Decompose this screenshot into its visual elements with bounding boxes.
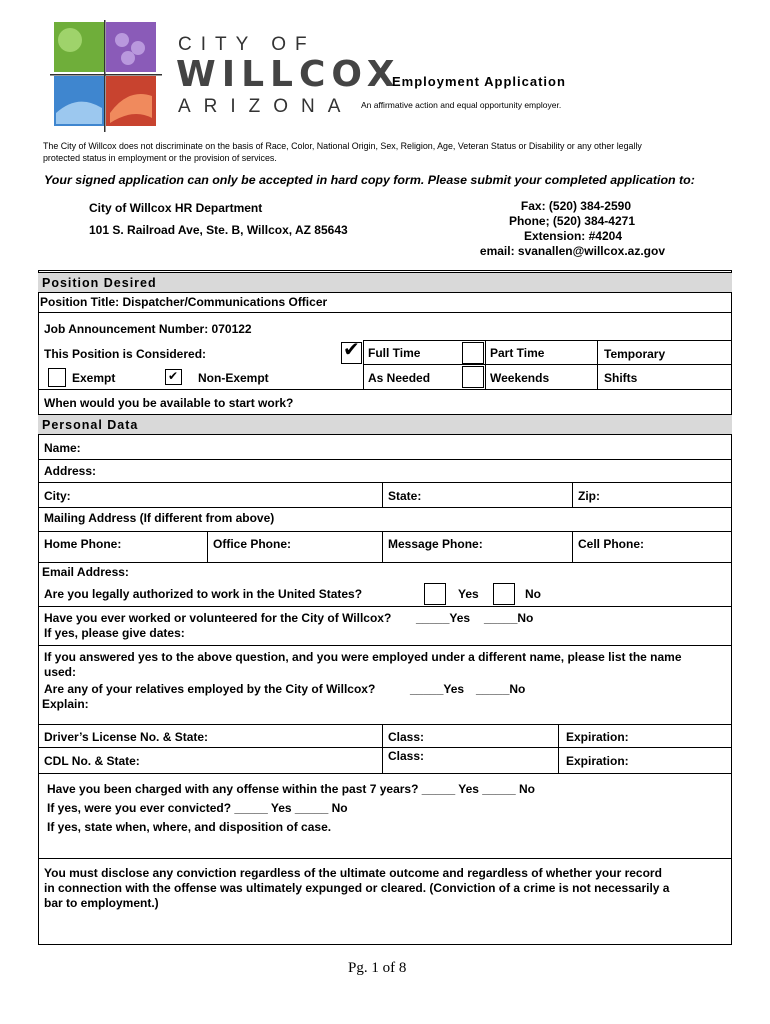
cell-phone-label: Cell Phone: [578,537,645,551]
logo-arizona: ARIZONA [178,96,354,117]
expiration-label-2: Expiration: [566,754,629,768]
job-announcement-number: Job Announcement Number: 070122 [44,322,252,336]
hr-fax: Fax: (520) 384-2590 [520,199,631,213]
class-label-1: Class: [388,730,425,744]
name-label: Name: [44,441,81,455]
hr-street: 101 S. Railroad Ave, Ste. B, Willcox, AZ 85643 [89,223,348,237]
city-logo [48,18,164,134]
relatives-no[interactable]: _____No [476,682,526,696]
address-label: Address: [44,464,97,478]
hr-phone: Phone; (520) 384-4271 [508,214,635,228]
explain-label: Explain: [42,697,89,711]
relatives-yes[interactable]: _____Yes [410,682,465,696]
non-exempt-label: Non-Exempt [198,371,269,385]
relatives-question: Are any of your relatives employed by the City of Willcox? [44,682,376,696]
disclosure-line3: bar to employment.) [44,896,159,910]
disclosure-line1: You must disclose any conviction regardless of the ultimate outcome and regardless of whether your record [44,866,662,880]
shifts-label: Shifts [604,371,638,385]
exempt-checkbox[interactable] [48,368,66,387]
non-exempt-checkbox[interactable] [165,369,182,385]
class-label-2: Class: [388,749,425,763]
logo-willcox: WILLCOX [176,54,401,95]
form-title: Employment Application [392,74,566,89]
state-when-label: If yes, state when, where, and disposition of case. [47,820,332,834]
section-title: Personal Data [42,418,139,432]
work-authorization-question: Are you legally authorized to work in the United States? [44,587,363,601]
email-address-label: Email Address: [42,565,129,579]
state-label: State: [388,489,422,503]
submission-notice: Your signed application can only be accepted in hard copy form. Please submit your completed application to: [44,173,695,187]
form-subtitle: An affirmative action and equal opportunity employer. [361,100,562,110]
dates-label: If yes, please give dates: [44,626,185,640]
hr-department: City of Willcox HR Department [89,201,263,215]
part-time-checkbox[interactable] [462,342,484,364]
expiration-label-1: Expiration: [566,730,629,744]
worked-before-no[interactable]: _____No [484,611,534,625]
check-icon: ✔ [168,369,179,383]
disclosure-line2: in connection with the offense was ultimately expunged or cleared. (Conviction of a crime is not necessarily a [44,881,670,895]
authorized-no-checkbox[interactable] [493,583,515,605]
cdl-label: CDL No. & State: [44,754,140,768]
disclaimer-line2: protected status in employment or the provision of services. [43,153,277,163]
full-time-label: Full Time [368,346,421,360]
mailing-address-label: Mailing Address (If different from above) [44,511,275,525]
home-phone-label: Home Phone: [44,537,122,551]
authorized-no-label: No [525,587,541,601]
temporary-label: Temporary [604,347,666,361]
drivers-license-label: Driver’s License No. & State: [44,730,209,744]
convicted-question: If yes, were you ever convicted? _____ Yes _____ No [47,801,348,815]
section-personal-data [38,414,732,435]
part-time-label: Part Time [490,346,545,360]
different-name-line1: If you answered yes to the above question, and you were employed under a different name, please list the name [44,650,682,664]
authorized-yes-label: Yes [458,587,479,601]
charged-question: Have you been charged with any offense within the past 7 years? _____ Yes _____ No [47,782,535,796]
authorized-yes-checkbox[interactable] [424,583,446,605]
start-work-question: When would you be available to start work? [44,396,294,410]
weekends-checkbox[interactable] [462,366,484,388]
hr-email: email: svanallen@willcox.az.gov [479,244,665,258]
worked-before-question: Have you ever worked or volunteered for the City of Willcox? [44,611,392,625]
section-position-desired [38,272,732,293]
message-phone-label: Message Phone: [388,537,483,551]
check-icon: ✔ [343,339,360,361]
weekends-label: Weekends [490,371,550,385]
zip-label: Zip: [578,489,600,503]
page-number: Pg. 1 of 8 [348,960,407,976]
position-title: Position Title: Dispatcher/Communications Officer [40,295,328,309]
full-time-checkbox[interactable] [341,339,362,364]
different-name-line2: used: [44,665,77,679]
section-title: Position Desired [42,276,157,290]
office-phone-label: Office Phone: [213,537,292,551]
position-considered-label: This Position is Considered: [44,347,207,361]
hr-extension: Extension: #4204 [523,229,622,243]
exempt-label: Exempt [72,371,116,385]
as-needed-label: As Needed [368,371,431,385]
disclaimer-line1: The City of Willcox does not discriminate on the basis of Race, Color, National Origin, Sex, Religion, Age, Veteran Status or Disability or any other legally [43,141,642,151]
city-label: City: [44,489,71,503]
logo-city-of: CITY OF [178,34,316,55]
worked-before-yes[interactable]: _____Yes [416,611,471,625]
